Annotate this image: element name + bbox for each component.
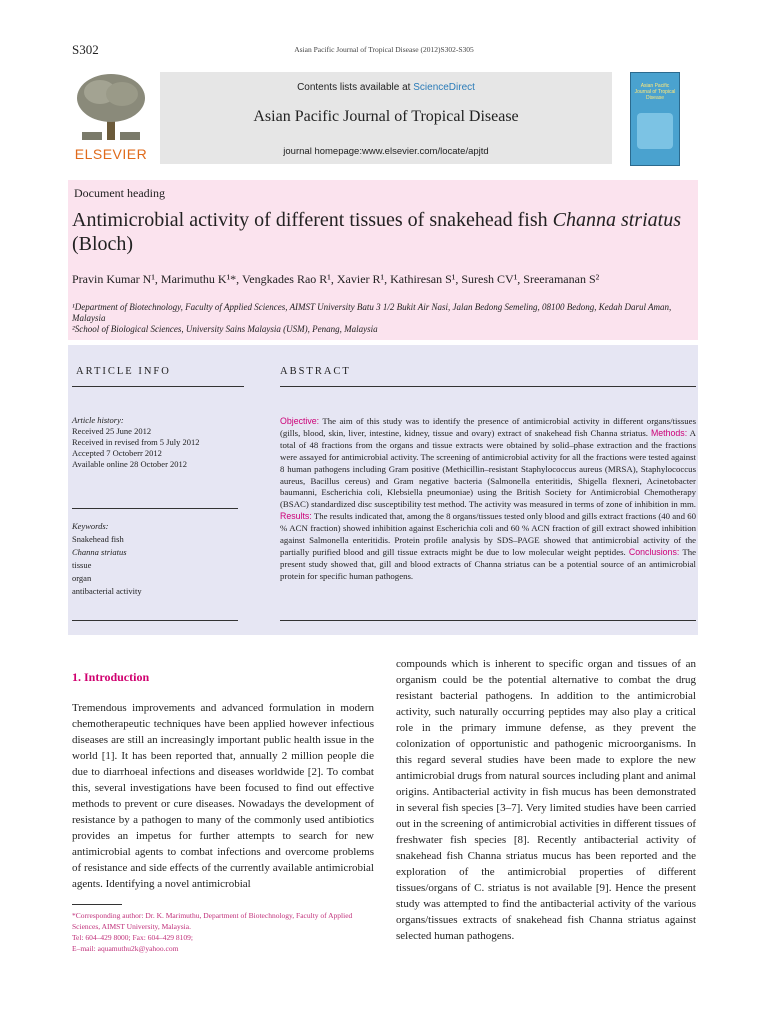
journal-title: Asian Pacific Journal of Tropical Disease bbox=[253, 108, 519, 125]
title-species: Channa striatus bbox=[552, 209, 681, 231]
cover-graphic bbox=[637, 113, 673, 149]
results-text: The results indicated that, among the 8 organs/tissues tested only blood and gills extract fractions (40 and 60 % ACN fraction) showed inhibition against Escherichia coli and 60 % ACN fraction of gill extract showed inhibition against Salmonella enteritidis. Protein profile analysis by SDS–PAGE showed that antimicrobial activity of the partially purified blood and gill tissue extracts might be due to low molecular weight peptides. bbox=[280, 511, 696, 557]
history-label: Article history: bbox=[72, 415, 124, 425]
objective-label: Objective: bbox=[280, 416, 320, 426]
corresponding-author: *Corresponding author: Dr. K. Marimuthu, Department of Biotechnology, Faculty of Applied Sciences, AIMST University, Malaysia. bbox=[72, 911, 353, 931]
title-end: (Bloch) bbox=[72, 233, 134, 255]
keyword: Snakehead fish bbox=[72, 534, 124, 544]
authors: Pravin Kumar N¹, Marimuthu K¹*, Vengkades Rao R¹, Xavier R¹, Kathiresan S¹, Suresh CV¹, Sreeramanan S² bbox=[72, 272, 600, 286]
intro-right-paragraph: compounds which is inherent to specific organ and tissues of an organism could be the potential alternative to combat the drug resistant bacterial pathogens. In addition to the antimicrobial activity, such naturally occurring peptides may also play a critical role in the primary immune defense, as they prevent the colonization of opportunistic and pathogenic microorganisms. In this regard several studies have been made to explore the new antimicrobial drugs from natural sources including plant and animal origins. Antibacterial activity in fish mucus has been demonstrated in several fish species [3–7]. Very limited studies have been carried out in the screening of antimicrobial activities in different tissues of freshwater fish species [8]. Recently antibacterial activity of snakehead fish Channa striatus mucus has been reported and the exploration of the antimicrobial properties of different tissues/organs of C. striatus is not available [9]. Hence the present study was attempted to find the antibacterial activity of the various organs/tissues extracts of snakehead fish Channa striatus against selected human pathogens. bbox=[396, 658, 696, 942]
results-label: Results: bbox=[280, 511, 312, 522]
contents-prefix: Contents lists available at bbox=[297, 82, 414, 93]
keywords-label: Keywords: bbox=[72, 521, 109, 531]
affiliation-2: ²School of Biological Sciences, University Sains Malaysia (USM), Penang, Malaysia bbox=[72, 324, 378, 334]
footnote-divider bbox=[72, 904, 122, 905]
abstract-heading: ABSTRACT bbox=[280, 366, 351, 377]
publisher-logo-text: ELSEVIER bbox=[74, 146, 148, 162]
revised-date: Received in revised from 5 July 2012 bbox=[72, 437, 200, 447]
received-date: Received 25 June 2012 bbox=[72, 426, 152, 436]
keyword: organ bbox=[72, 573, 92, 583]
contact-phone: Tel: 604–429 8000; Fax: 604–429 8109; bbox=[72, 933, 193, 942]
conclusions-label: Conclusions: bbox=[628, 546, 680, 557]
methods-label: Methods: bbox=[650, 427, 688, 438]
running-head: Asian Pacific Journal of Tropical Disease (2012)S302-S305 bbox=[294, 45, 474, 54]
keyword: tissue bbox=[72, 560, 92, 570]
contents-line bbox=[160, 82, 612, 93]
divider bbox=[72, 508, 238, 509]
contact-email[interactable]: E–mail: aquamuthu2k@yahoo.com bbox=[72, 944, 179, 953]
keyword: Channa striatus bbox=[72, 547, 127, 557]
sciencedirect-link[interactable]: ScienceDirect bbox=[413, 82, 475, 93]
elsevier-logo bbox=[72, 70, 150, 162]
tree-icon bbox=[72, 70, 150, 144]
page-number: S302 bbox=[72, 42, 99, 57]
intro-left-paragraph: Tremendous improvements and advanced formulation in modern chemotherapeutic techniques have been applied however infectious diseases are still an increasingly important public health issue in the world [1]. It has been reported that, annually 2 million people die due to diarrhoeal infections and diseases worldwide [2]. To combat this, several investigations have been focused to find out effective methods to prevent or cure diseases. Nowadays the development of resistance by a pathogen to many of the commonly used antibiotics provides an impetus for further attempts to search for new antimicrobial agents to combat infections and overcome problems of resistance and side effects of the currently available antimicrobial agents. Identifying a novel antimicrobial bbox=[72, 702, 374, 890]
divider bbox=[280, 386, 696, 387]
accepted-date: Accepted 7 Octoberr 2012 bbox=[72, 448, 162, 458]
article-title bbox=[72, 208, 702, 256]
footnote bbox=[72, 910, 374, 954]
document-heading: Document heading bbox=[74, 186, 165, 200]
divider bbox=[72, 620, 238, 621]
conclusions-text: The present study showed that, gill and blood extracts of Channa striatus can be a potential source of an antimicrobial protein for specific human pathogens. bbox=[280, 546, 696, 581]
keywords bbox=[72, 520, 252, 598]
objective-text: The aim of this study was to identify the presence of antimicrobial activity in different organs/tissues (gills, blood, skin, liver, intestine, kidney, tissue and ovary) extract of snakehead fish Channa striatus. bbox=[280, 416, 696, 438]
article-info-heading: ARTICLE INFO bbox=[76, 366, 171, 377]
keyword: antibacterial activity bbox=[72, 586, 142, 596]
section-heading-introduction: 1. Introduction bbox=[72, 670, 150, 684]
online-date: Available online 28 October 2012 bbox=[72, 459, 188, 469]
cover-title: Asian Pacific Journal of Tropical Disease bbox=[634, 83, 676, 101]
article-history bbox=[72, 415, 252, 470]
affiliation-1: ¹Department of Biotechnology, Faculty of Applied Sciences, AIMST University Batu 3 1/2 Bukit Air Nasi, Jalan Bedong Semeling, 08100 Bedong, Kedah Darul Aman, Malaysia bbox=[72, 302, 672, 323]
title-text: Antimicrobial activity of different tissues of snakehead fish bbox=[72, 209, 553, 231]
divider bbox=[72, 386, 244, 387]
methods-text: A total of 48 fractions from the organs and tissue extracts were obtained by solid–phase extraction and the fractions were assayed for antimicrobial activity. The screening of antimicrobial activity for all the fractions were tested against 8 human pathogens including Gram positive (Methicillin–resistant Staphylococcus aureus (MRSA), Staphylococcus aureus, Bacillus cereus) and Gram negative bacteria (Salmonella enteritidis, Shigella flexneri, Acinetobacter baumanni, Escherichia coli, Klebsiella pneumoniae) using the British Society for Antimicrobial Chemotherapy (BSAC) standardized disc susceptibility test method. The activity was measured in terms of zone of inhibition in mm. bbox=[280, 427, 696, 510]
journal-homepage[interactable]: journal homepage:www.elsevier.com/locate/apjtd bbox=[283, 146, 489, 157]
journal-cover-image bbox=[630, 72, 680, 166]
abstract-text bbox=[280, 416, 696, 583]
divider bbox=[280, 620, 696, 621]
